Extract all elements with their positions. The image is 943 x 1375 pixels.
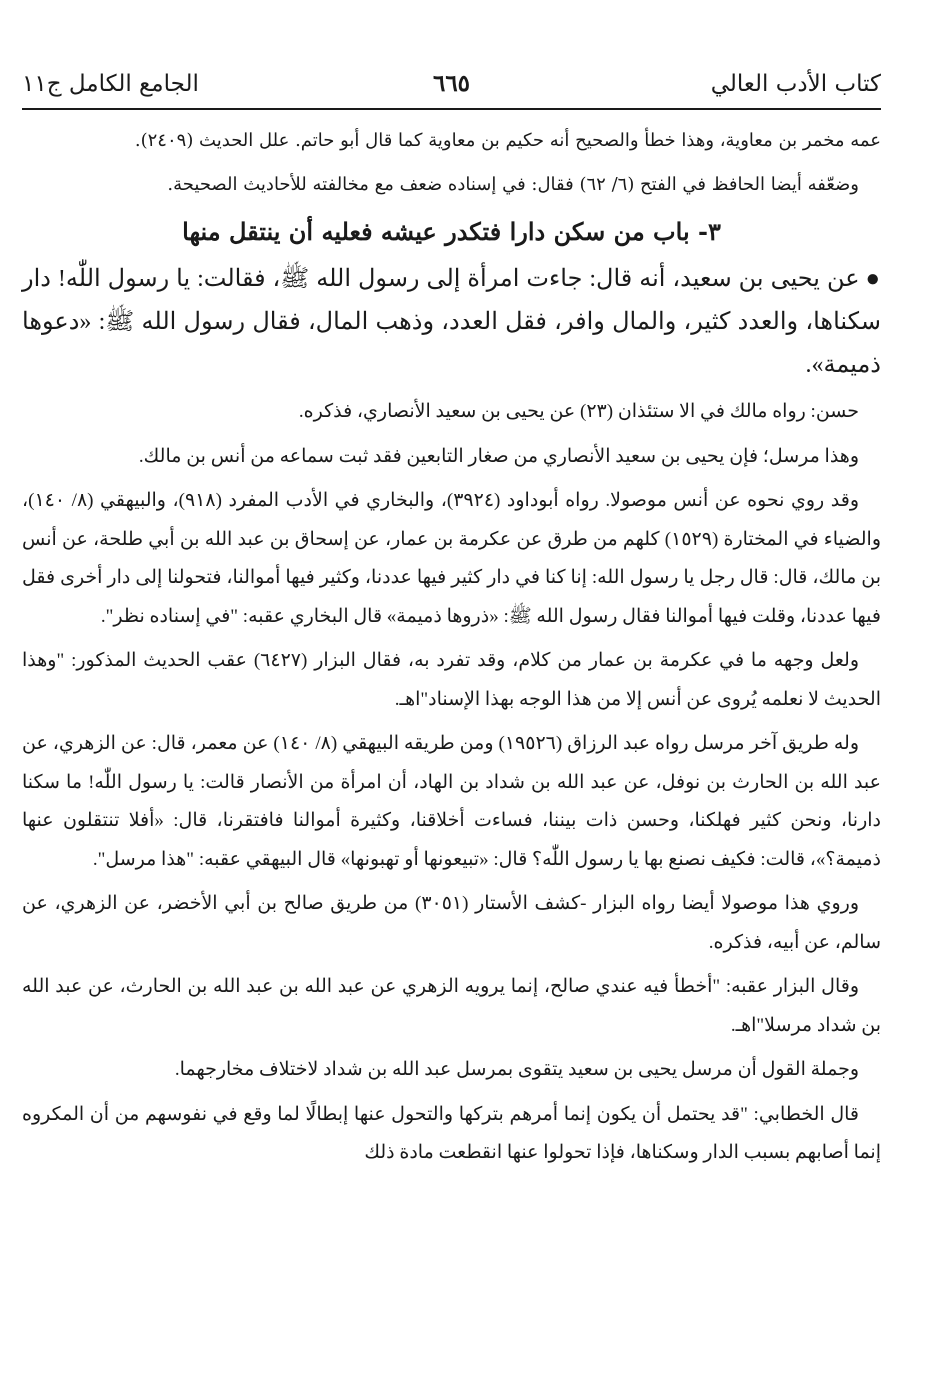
commentary-paragraph: وجملة القول أن مرسل يحيى بن سعيد يتقوى بمرسل عبد الله بن شداد لاختلاف مخارجهما. xyxy=(174,1059,859,1080)
note-paragraph: وضعّفه أيضا الحافظ في الفتح (٦/ ٦٢) فقال: في إسناده ضعف مع مخالفته للأحاديث الصحيحة. xyxy=(167,174,859,195)
commentary-paragraph: وقد روي نحوه عن أنس موصولا. رواه أبوداود (٣٩٢٤)، والبخاري في الأدب المفرد (٩١٨)، والبيهقي (٨/ ١٤٠)، والضياء في المختارة (١٥٢٩) كلهم من طرق عن عكرمة بن عمار، عن إسحاق بن عبد الله بن أبي طلحة، عن أنس بن مالك، قال: قال رجل يا رسول الله: إنا كنا في دار كثير فيها عددنا، وكثير فيها أموالنا، فتحولنا إلى دار أخرى فقل فيها عددنا، وقلت فيها أموالنا فقال رسول الله ﷺ: «ذروها ذميمة» قال البخاري عقبه: "في إسناده نظر". xyxy=(22,490,881,627)
book-title: كتاب الأدب العالي xyxy=(710,71,881,97)
chapter-heading: ٣- باب من سكن دارا فتكدر عيشه فعليه أن ينتقل منها xyxy=(182,217,721,246)
commentary-paragraph: وله طريق آخر مرسل رواه عبد الرزاق (١٩٥٢٦) ومن طريقه البيهقي (٨/ ١٤٠) عن معمر، قال: عن الزهري، عن عبد الله بن الحارث بن نوفل، عن عبد الله بن شداد بن الهاد، أن امرأة من الأنصار قالت: يا رسول اللّٰه! ما سكنا دارنا، ونحن كثير فهلكنا، وحسن ذات بيننا، فساءت أخلاقنا، وكثيرة أموالنا فافتقرنا، قال: «أفلا تنتقلون عنها ذميمة؟»، قالت: فكيف نصنع بها يا رسول اللّٰه؟ قال: «تبيعونها أو تهبونها» قال البيهقي عقبه: "هذا مرسل". xyxy=(22,733,881,870)
commentary-paragraph: قال الخطابي: "قد يحتمل أن يكون إنما أمرهم بتركها والتحول عنها إبطالًا لما وقع في نفوسهم من أن المكروه إنما أصابهم بسبب الدار وسكناها، فإذا تحولوا عنها انقطعت مادة ذلك xyxy=(22,1103,881,1163)
commentary-paragraph: وهذا مرسل؛ فإن يحيى بن سعيد الأنصاري من صغار التابعين فقد ثبت سماعه من أنس بن مالك. xyxy=(138,445,859,467)
volume-title: الجامع الكامل ج١١ xyxy=(22,71,199,97)
commentary-paragraph: حسن: رواه مالك في الا ستئذان (٢٣) عن يحيى بن سعيد الأنصاري، فذكره. xyxy=(298,401,859,422)
bullet-icon: ● xyxy=(865,266,882,292)
commentary-paragraph: وقال البزار عقبه: "أخطأ فيه عندي صالح، إنما يرويه الزهري عن عبد الله بن عبد الله بن الحارث، عن عبد الله بن شداد مرسلا"اهـ. xyxy=(22,976,881,1036)
page-header xyxy=(22,62,881,106)
header-divider xyxy=(22,108,881,110)
hadith-text xyxy=(22,258,881,387)
hadith-body: عن يحيى بن سعيد، أنه قال: جاءت امرأة إلى رسول الله ﷺ، فقالت: يا رسول اللّٰه! دار سكناها، والعدد كثير، والمال وافر، فقل العدد، وذهب المال، فقال رسول الله ﷺ: «دعوها ذميمة». xyxy=(22,266,881,378)
commentary-paragraph: ولعل وجهه ما في عكرمة بن عمار من كلام، وقد تفرد به، فقال البزار (٦٤٢٧) عقب الحديث المذكور: "وهذا الحديث لا نعلمه يُروى عن أنس إلا من هذا الوجه بهذا الإسناد"اهـ. xyxy=(22,650,881,710)
commentary-paragraph: وروي هذا موصولا أيضا رواه البزار -كشف الأستار (٣٠٥١) من طريق صالح بن أبي الأخضر، عن الزهري، عن سالم، عن أبيه، فذكره. xyxy=(22,893,881,953)
footnote-continuation: عمه مخمر بن معاوية، وهذا خطأ والصحيح أنه حكيم بن معاوية كما قال أبو حاتم. علل الحديث (٢٤٠٩). xyxy=(134,130,881,151)
page-number: ٦٦٥ xyxy=(432,70,471,97)
